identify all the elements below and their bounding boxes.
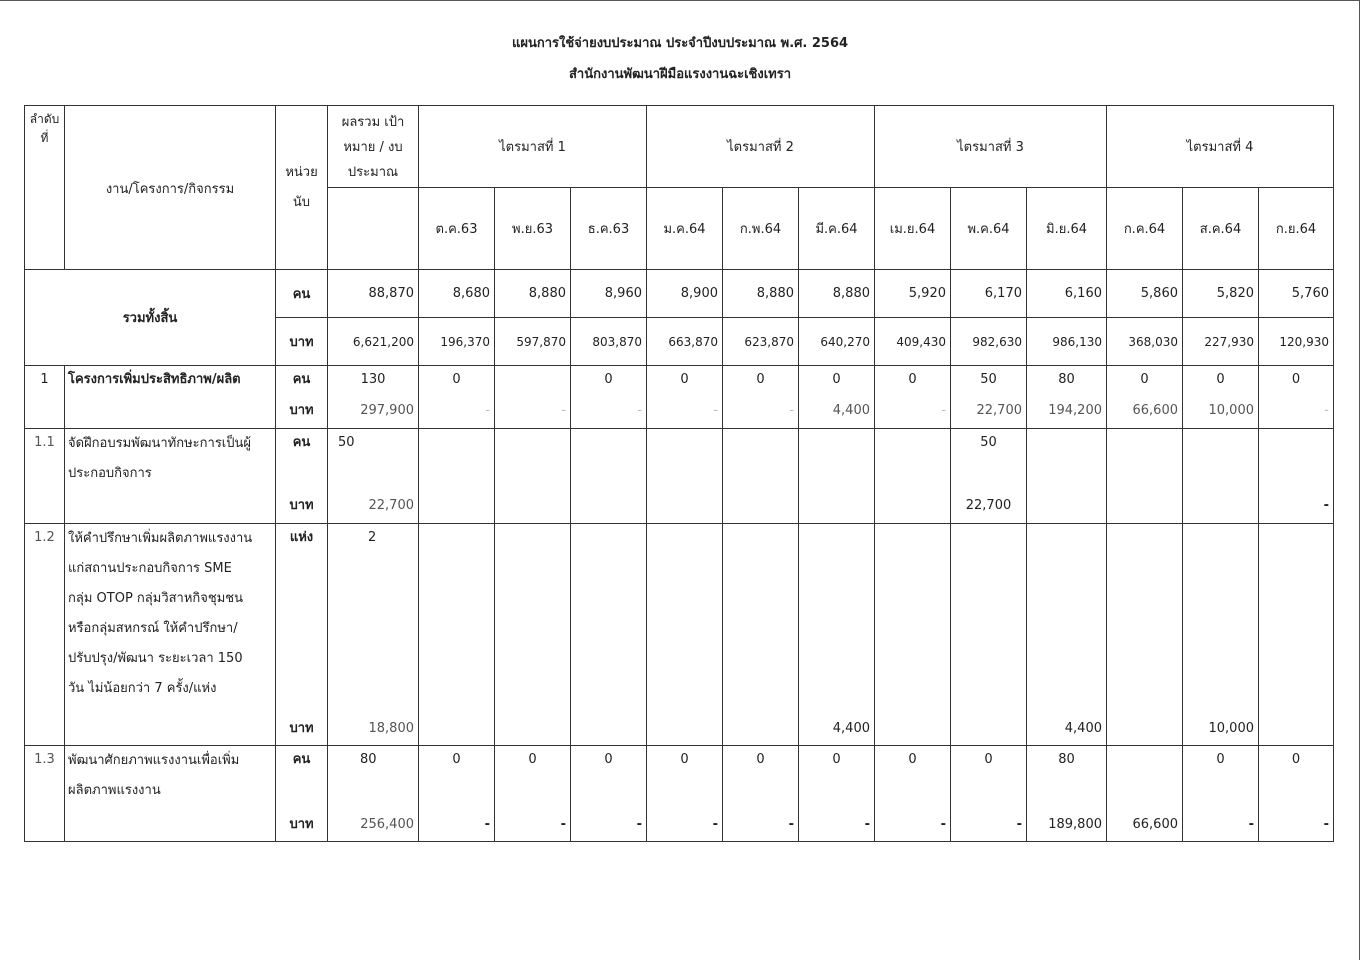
month-value: 10,000 [1183,714,1259,746]
month-value [647,524,723,714]
month-value: 5,760 [1259,270,1334,318]
activity-name-line: หรือกลุ่มสหกรณ์ ให้คำปรึกษา/ [68,621,238,636]
activity-name-line: แก่สถานประกอบกิจการ SME [68,561,232,576]
col-header-activity: งาน/โครงการ/กิจกรรม [65,106,276,270]
month-value: 10,000 [1183,396,1259,429]
month-value: 66,600 [1107,810,1183,842]
month-value [495,524,571,714]
month-value [723,524,799,714]
month-value: 80 [1027,746,1107,810]
month-value [799,429,875,491]
month-value [647,714,723,746]
month-value: - [419,396,495,429]
seq-cell: 1 [25,366,65,429]
month-value: 0 [1107,366,1183,396]
month-header: ส.ค.64 [1183,188,1259,270]
month-value: 986,130 [1027,318,1107,366]
month-value: 0 [1183,366,1259,396]
month-value: 0 [951,746,1027,810]
target-cell: 6,621,200 [328,318,419,366]
month-value [799,491,875,524]
month-value [1107,714,1183,746]
month-value: 803,870 [571,318,647,366]
target-cell: 88,870 [328,270,419,318]
month-value: 120,930 [1259,318,1334,366]
unit-cell: บาท [276,491,328,524]
month-value: 5,860 [1107,270,1183,318]
month-value: - [647,810,723,842]
total-people-row [25,270,1334,318]
month-value [495,714,571,746]
month-value [875,714,951,746]
month-header: มิ.ย.64 [1027,188,1107,270]
project-1-3-people-row [25,746,1334,810]
month-value: 4,400 [799,396,875,429]
target-cell: 297,900 [328,396,419,429]
month-value: 0 [1259,366,1334,396]
month-value: - [799,810,875,842]
seq-cell: 1.2 [25,524,65,746]
month-value: 8,880 [723,270,799,318]
project-1-1-people-row [25,429,1334,491]
month-value: 8,880 [495,270,571,318]
month-value: 196,370 [419,318,495,366]
target-cell: 50 [328,429,419,491]
month-value [571,524,647,714]
month-value [875,524,951,714]
month-value: - [723,396,799,429]
month-value [647,429,723,491]
month-header: ม.ค.64 [647,188,723,270]
month-value: 0 [647,746,723,810]
month-value: 6,170 [951,270,1027,318]
month-value [1183,524,1259,714]
seq-cell: 1.3 [25,746,65,842]
activity-name [65,429,276,524]
month-value [495,429,571,491]
month-value: - [1259,810,1334,842]
activity-name [65,746,276,842]
month-value [1027,429,1107,491]
target-header-blank [328,188,419,270]
month-value [723,714,799,746]
month-value: 4,400 [799,714,875,746]
month-value: 5,820 [1183,270,1259,318]
unit-cell: บาท [276,396,328,429]
month-value: 0 [799,746,875,810]
month-value [419,524,495,714]
seq-cell: 1.1 [25,429,65,524]
month-value: 4,400 [1027,714,1107,746]
month-value: 0 [1259,746,1334,810]
month-value: 0 [1183,746,1259,810]
month-value: - [571,396,647,429]
month-value: 227,930 [1183,318,1259,366]
month-value: - [951,810,1027,842]
month-value [419,491,495,524]
month-value: - [495,396,571,429]
unit-cell: บาท [276,318,328,366]
month-value [1107,429,1183,491]
month-value: 8,960 [571,270,647,318]
budget-plan-table [24,105,1334,842]
month-value: 0 [571,746,647,810]
unit-cell: บาท [276,714,328,746]
month-value [875,429,951,491]
quarter-3-header: ไตรมาสที่ 3 [875,106,1107,188]
unit-cell: คน [276,270,328,318]
quarter-4-header: ไตรมาสที่ 4 [1107,106,1334,188]
col-header-unit: หน่วย นับ [276,106,328,270]
month-value [951,714,1027,746]
month-value: 409,430 [875,318,951,366]
month-header: พ.ย.63 [495,188,571,270]
document-title: แผนการใช้จ่ายงบประมาณ ประจำปีงบประมาณ พ.ศ. 2564 [511,36,849,51]
month-value [495,366,571,396]
month-value [495,491,571,524]
month-value: 6,160 [1027,270,1107,318]
target-cell: 22,700 [328,491,419,524]
month-value [1259,714,1334,746]
activity-name [65,524,276,746]
month-value: - [1259,396,1334,429]
month-header: ก.ค.64 [1107,188,1183,270]
month-value: 0 [875,746,951,810]
month-value [571,714,647,746]
activity-name-line: ผลิตภาพแรงงาน [68,783,161,798]
month-value [723,429,799,491]
month-value: 663,870 [647,318,723,366]
unit-cell: แห่ง [276,524,328,714]
month-header: ต.ค.63 [419,188,495,270]
unit-cell: คน [276,746,328,810]
month-value: 22,700 [951,491,1027,524]
month-value: 66,600 [1107,396,1183,429]
month-value: 597,870 [495,318,571,366]
month-value: - [571,810,647,842]
month-value: 982,630 [951,318,1027,366]
month-header: ธ.ค.63 [571,188,647,270]
month-value: 0 [723,746,799,810]
month-value: 80 [1027,366,1107,396]
month-value: - [647,396,723,429]
month-value: 0 [647,366,723,396]
month-value [571,491,647,524]
quarter-2-header: ไตรมาสที่ 2 [647,106,875,188]
month-value [951,524,1027,714]
month-value: - [1259,491,1334,524]
target-cell: 130 [328,366,419,396]
target-cell: 18,800 [328,714,419,746]
month-value: 50 [951,429,1027,491]
target-cell: 256,400 [328,810,419,842]
unit-cell: คน [276,366,328,396]
month-header: มี.ค.64 [799,188,875,270]
month-header: ก.พ.64 [723,188,799,270]
activity-name: โครงการเพิ่มประสิทธิภาพ/ผลิต [65,366,276,429]
month-value [1259,524,1334,714]
month-value [799,524,875,714]
month-value: - [419,810,495,842]
activity-name-line: กลุ่ม OTOP กลุ่มวิสาหกิจชุมชน [68,591,244,606]
document-subtitle: สำนักงานพัฒนาฝีมือแรงงานฉะเชิงเทรา [568,67,791,82]
project-1-people-row [25,366,1334,396]
month-value: 22,700 [951,396,1027,429]
activity-name-line: วัน ไม่น้อยกว่า 7 ครั้ง/แห่ง [68,681,217,696]
month-value: 5,920 [875,270,951,318]
month-value: 623,870 [723,318,799,366]
month-value [1259,429,1334,491]
month-value: 8,900 [647,270,723,318]
col-header-seq [25,106,65,270]
month-header: ก.ย.64 [1259,188,1334,270]
unit-cell: บาท [276,810,328,842]
month-value: - [495,810,571,842]
page-border-top [0,0,1360,1]
header-row-quarters [25,106,1334,188]
month-value: 0 [571,366,647,396]
month-value [1027,524,1107,714]
activity-name-line: พัฒนาศักยภาพแรงงานเพื่อเพิ่ม [68,753,240,768]
month-value [1107,746,1183,810]
seq-header-text: ลำดับ ที่ [29,112,60,145]
month-header: เม.ย.64 [875,188,951,270]
month-value: 8,680 [419,270,495,318]
month-value: - [875,810,951,842]
activity-name-line: ประกอบกิจการ [68,466,152,481]
month-value [1107,491,1183,524]
month-value: - [723,810,799,842]
month-value: 0 [419,366,495,396]
month-value: 50 [951,366,1027,396]
target-cell: 80 [328,746,419,810]
col-header-target: ผลรวม เป้าหมาย / งบประมาณ [328,106,419,188]
month-value [419,714,495,746]
month-header: พ.ค.64 [951,188,1027,270]
activity-name-line: ปรับปรุง/พัฒนา ระยะเวลา 150 [68,651,243,666]
project-1-2-count-row [25,524,1334,714]
month-value [1027,491,1107,524]
month-value: 0 [419,746,495,810]
month-value: 0 [723,366,799,396]
target-cell: 2 [328,524,419,714]
month-value [875,491,951,524]
month-value: 194,200 [1027,396,1107,429]
month-value [1107,524,1183,714]
month-value: 368,030 [1107,318,1183,366]
activity-name-line: จัดฝึกอบรมพัฒนาทักษะการเป็นผู้ [68,436,252,451]
month-value: 0 [495,746,571,810]
month-value: 640,270 [799,318,875,366]
month-value [647,491,723,524]
month-value: 8,880 [799,270,875,318]
activity-name-line: ให้คำปรึกษาเพิ่มผลิตภาพแรงงาน [68,531,253,546]
quarter-1-header: ไตรมาสที่ 1 [419,106,647,188]
month-value [419,429,495,491]
month-value [571,429,647,491]
month-value: - [875,396,951,429]
month-value [1183,429,1259,491]
month-value: 189,800 [1027,810,1107,842]
unit-cell: คน [276,429,328,491]
total-label: รวมทั้งสิ้น [25,270,276,366]
month-value [1183,491,1259,524]
month-value: 0 [799,366,875,396]
month-value: 0 [875,366,951,396]
month-value: - [1183,810,1259,842]
month-value [723,491,799,524]
